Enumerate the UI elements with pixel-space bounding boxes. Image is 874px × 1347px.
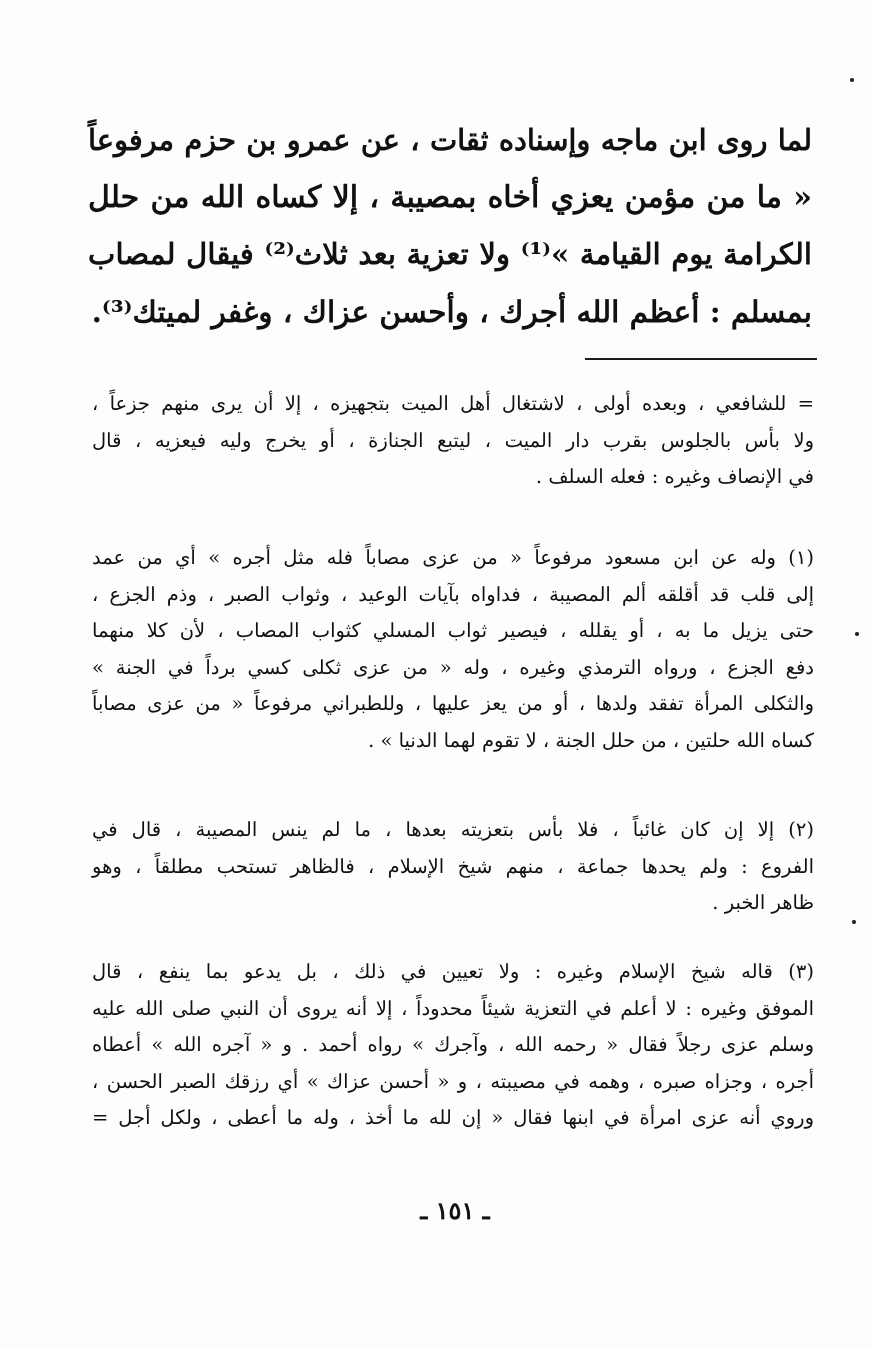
main-text: [88, 112, 812, 340]
footnote-line: أجره ، وجزاه صبره ، وهمه في مصيبته ، و « أحسن عزاك » أي رزقك الصبر الحسن ،: [92, 1069, 814, 1093]
footnote-1: [92, 540, 814, 759]
footnote-line: وروي أنه عزى امرأة في ابنها فقال « إن لله ما أخذ ، وله ما أعطى ، ولكل أجل =: [92, 1106, 814, 1129]
footnote-line: حتى يزيل ما به ، أو يقلله ، فيصير ثواب المسلي كثواب المصاب ، لأن كلا منهما: [92, 619, 814, 642]
footnote-line: إلى قلب قد أقلقه ألم المصيبة ، فداواه بآيات الوعيد ، وثواب الصبر ، وذم الجزع ،: [92, 582, 814, 606]
footnote-line: كساه الله حلتين ، من حلل الجنة ، لا تقوم لهما الدنيا » .: [368, 728, 814, 752]
footnote-line: دفع الجزع ، ورواه الترمذي وغيره ، وله « من عزى ثكلى كسي برداً في الجنة »: [92, 655, 814, 679]
footnote-separator: [585, 358, 817, 360]
main-text-line: « ما من مؤمن يعزي أخاه بمصيبة ، إلا كساه الله من حلل: [88, 180, 812, 215]
footnote-line: وسلم عزى رجلاً فقال « رحمه الله ، وآجرك » رواه أحمد . و « آجره الله » أعطاه: [92, 1033, 814, 1056]
footnote-line: (١) وله عن ابن مسعود مرفوعاً « من عزى مصاباً فله مثل أجره » أي من عمد: [92, 546, 814, 569]
footnote-continuation: [92, 386, 814, 496]
footnote-line: في الإنصاف وغيره : فعله السلف .: [535, 465, 814, 488]
footnote-line: الفروع : ولم يحدها جماعة ، منهم شيخ الإسلام ، فالظاهر تستحب مطلقاً ، وهو: [92, 854, 814, 878]
main-text-line: الكرامة يوم القيامة »⁽¹⁾ ولا تعزية بعد ثلاث⁽²⁾ فيقال لمصاب: [88, 237, 813, 271]
footnote-2: [92, 812, 814, 922]
footnote-line: ولا بأس بالجلوس بقرب دار الميت ، ليتبع الجنازة ، أو يخرج وليه فيعزيه ، قال: [92, 428, 814, 452]
footnote-line: ظاهر الخبر .: [712, 891, 814, 914]
page-number: ـ ١٥١ ـ: [420, 1196, 490, 1225]
footnote-3: [92, 954, 814, 1137]
margin-speck: [852, 920, 856, 924]
footnote-line: الموفق وغيره : لا أعلم في التعزية شيئاً محدوداً ، إلا أنه يروى أن النبي صلى الله عليه: [92, 996, 814, 1020]
margin-speck: [855, 632, 859, 636]
main-text-line: لما روى ابن ماجه وإسناده ثقات ، عن عمرو بن حزم مرفوعاً: [88, 123, 812, 157]
footnote-line: = للشافعي ، وبعده أولى ، لاشتغال أهل الميت بتجهيزه ، إلا أن يرى منهم جزعاً ،: [92, 392, 814, 415]
margin-speck: [850, 78, 854, 82]
footnote-line: (٢) إلا إن كان غائباً ، فلا بأس بتعزيته بعدها ، ما لم ينس المصيبة ، قال في: [92, 818, 814, 841]
footnote-line: (٣) قاله شيخ الإسلام وغيره : ولا تعيين في ذلك ، بل يدعو بما ينفع ، قال: [92, 960, 814, 983]
footnote-line: والثكلى المرأة تفقد ولدها ، أو من يعز عليها ، وللطبراني مرفوعاً « من عزى مصاباً: [92, 692, 814, 715]
main-text-line: بمسلم : أعظم الله أجرك ، وأحسن عزاك ، وغفر لميتك⁽³⁾.: [91, 294, 812, 329]
